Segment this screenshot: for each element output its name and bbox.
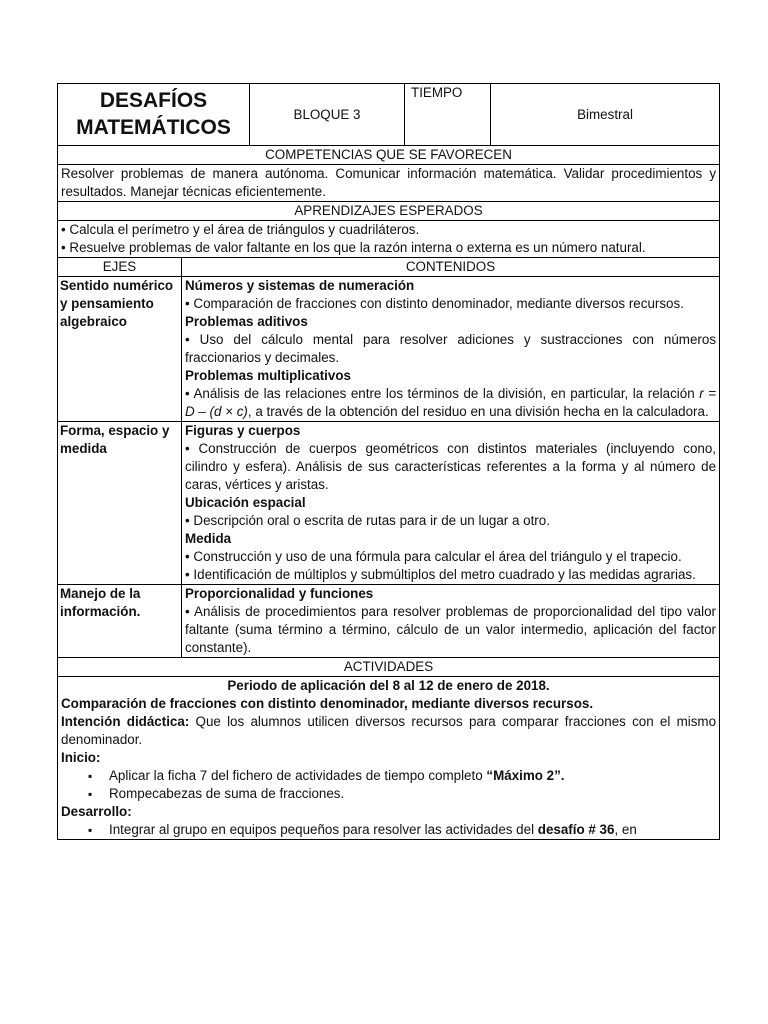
aprendizaje-item: • Resuelve problemas de valor faltante en los que la razón interna o externa es un número natural. <box>61 240 646 255</box>
actividades-row <box>58 677 720 840</box>
competencias-heading: COMPETENCIAS QUE SE FAVORECEN <box>58 146 720 165</box>
contenido-text: • Construcción y uso de una fórmula para calcular el área del triángulo y el trapecio. <box>185 549 682 564</box>
eje-row <box>58 277 720 422</box>
eje-name: Forma, espacio y medida <box>58 422 182 585</box>
contenido-title: Proporcionalidad y funciones <box>185 586 374 601</box>
eje-name: Manejo de la información. <box>58 585 182 658</box>
inicio-list <box>61 767 716 803</box>
eje-row <box>58 422 720 585</box>
aprendizajes-heading-row <box>58 202 720 221</box>
lesson-plan-page <box>57 83 719 840</box>
intencion-didactica: Intención didáctica: Que los alumnos utilicen diversos recursos para comparar fracciones con el mismo denominador. <box>61 714 717 747</box>
list-item: ▪ Aplicar la ficha 7 del fichero de actividades de tiempo completo “Máximo 2”. <box>109 767 716 785</box>
eje-name: Sentido numérico y pensamiento algebraico <box>58 277 182 422</box>
contenido-text: • Descripción oral o escrita de rutas para ir de un lugar a otro. <box>185 513 550 528</box>
list-item: ▪ Rompecabezas de suma de fracciones. <box>109 785 716 803</box>
contenido-text: • Uso del cálculo mental para resolver adiciones y sustracciones con números fraccionarios y decimales. <box>185 332 717 365</box>
aprendizajes-heading: APRENDIZAJES ESPERADOS <box>58 202 720 221</box>
contenido-title: Ubicación espacial <box>185 495 306 510</box>
contenido-title: Números y sistemas de numeración <box>185 278 415 293</box>
contenido-text: • Comparación de fracciones con distinto denominador, mediante diversos recursos. <box>185 296 684 311</box>
aprendizaje-item: • Calcula el perímetro y el área de triángulos y cuadriláteros. <box>61 222 420 237</box>
actividades-body <box>58 677 720 840</box>
columns-heading-row <box>58 258 720 277</box>
tema: Comparación de fracciones con distinto denominador, mediante diversos recursos. <box>61 696 594 711</box>
contenido-title: Figuras y cuerpos <box>185 423 301 438</box>
desarrollo-list <box>61 821 716 839</box>
eje-contenidos <box>182 422 720 585</box>
lesson-plan-table <box>57 83 720 840</box>
division-formula: r = D – (d × c) <box>185 386 717 419</box>
competencias-heading-row <box>58 146 720 165</box>
actividades-heading: ACTIVIDADES <box>58 658 720 677</box>
list-item: ▪ Integrar al grupo en equipos pequeños para resolver las actividades del desafío # 36, en <box>109 821 716 839</box>
contenido-title: Problemas multiplicativos <box>185 368 351 383</box>
contenido-title: Medida <box>185 531 232 546</box>
document-title: DESAFÍOS MATEMÁTICOS <box>58 84 250 146</box>
aprendizajes-row <box>58 221 720 258</box>
eje-contenidos <box>182 585 720 658</box>
periodo-aplicacion: Periodo de aplicación del 8 al 12 de enero de 2018. <box>227 678 550 693</box>
competencias-text: Resolver problemas de manera autónoma. Comunicar información matemática. Validar procedimientos y resultados. Manejar técnicas eficientemente. <box>58 165 720 202</box>
contenido-text: • Análisis de las relaciones entre los términos de la división, en particular, la relación r = D – (d × c), a través de la obtención del residuo en una división hecha en la calculadora. <box>185 386 717 419</box>
actividades-heading-row <box>58 658 720 677</box>
contenido-title: Problemas aditivos <box>185 314 308 329</box>
desarrollo-label: Desarrollo: <box>61 804 132 819</box>
eje-row <box>58 585 720 658</box>
eje-contenidos <box>182 277 720 422</box>
contenido-text: • Identificación de múltiplos y submúltiplos del metro cuadrado y las medidas agrarias. <box>185 567 696 582</box>
ejes-column-heading: EJES <box>58 258 182 277</box>
aprendizajes-list <box>58 221 720 258</box>
inicio-label: Inicio: <box>61 750 101 765</box>
bloque-label: BLOQUE 3 <box>250 84 405 146</box>
contenido-text: • Análisis de procedimientos para resolver problemas de proporcionalidad del tipo valor faltante (suma término a término, cálculo de un valor intermedio, aplicación del factor constante). <box>185 604 717 655</box>
tiempo-value: Bimestral <box>491 84 720 146</box>
contenidos-column-heading: CONTENIDOS <box>182 258 720 277</box>
contenido-text: • Construcción de cuerpos geométricos con distintos materiales (incluyendo cono, cilindro y esfera). Análisis de sus características referentes a la forma y al número de caras, vértices y aristas. <box>185 441 717 492</box>
tiempo-label: TIEMPO <box>405 84 491 146</box>
competencias-row <box>58 165 720 202</box>
